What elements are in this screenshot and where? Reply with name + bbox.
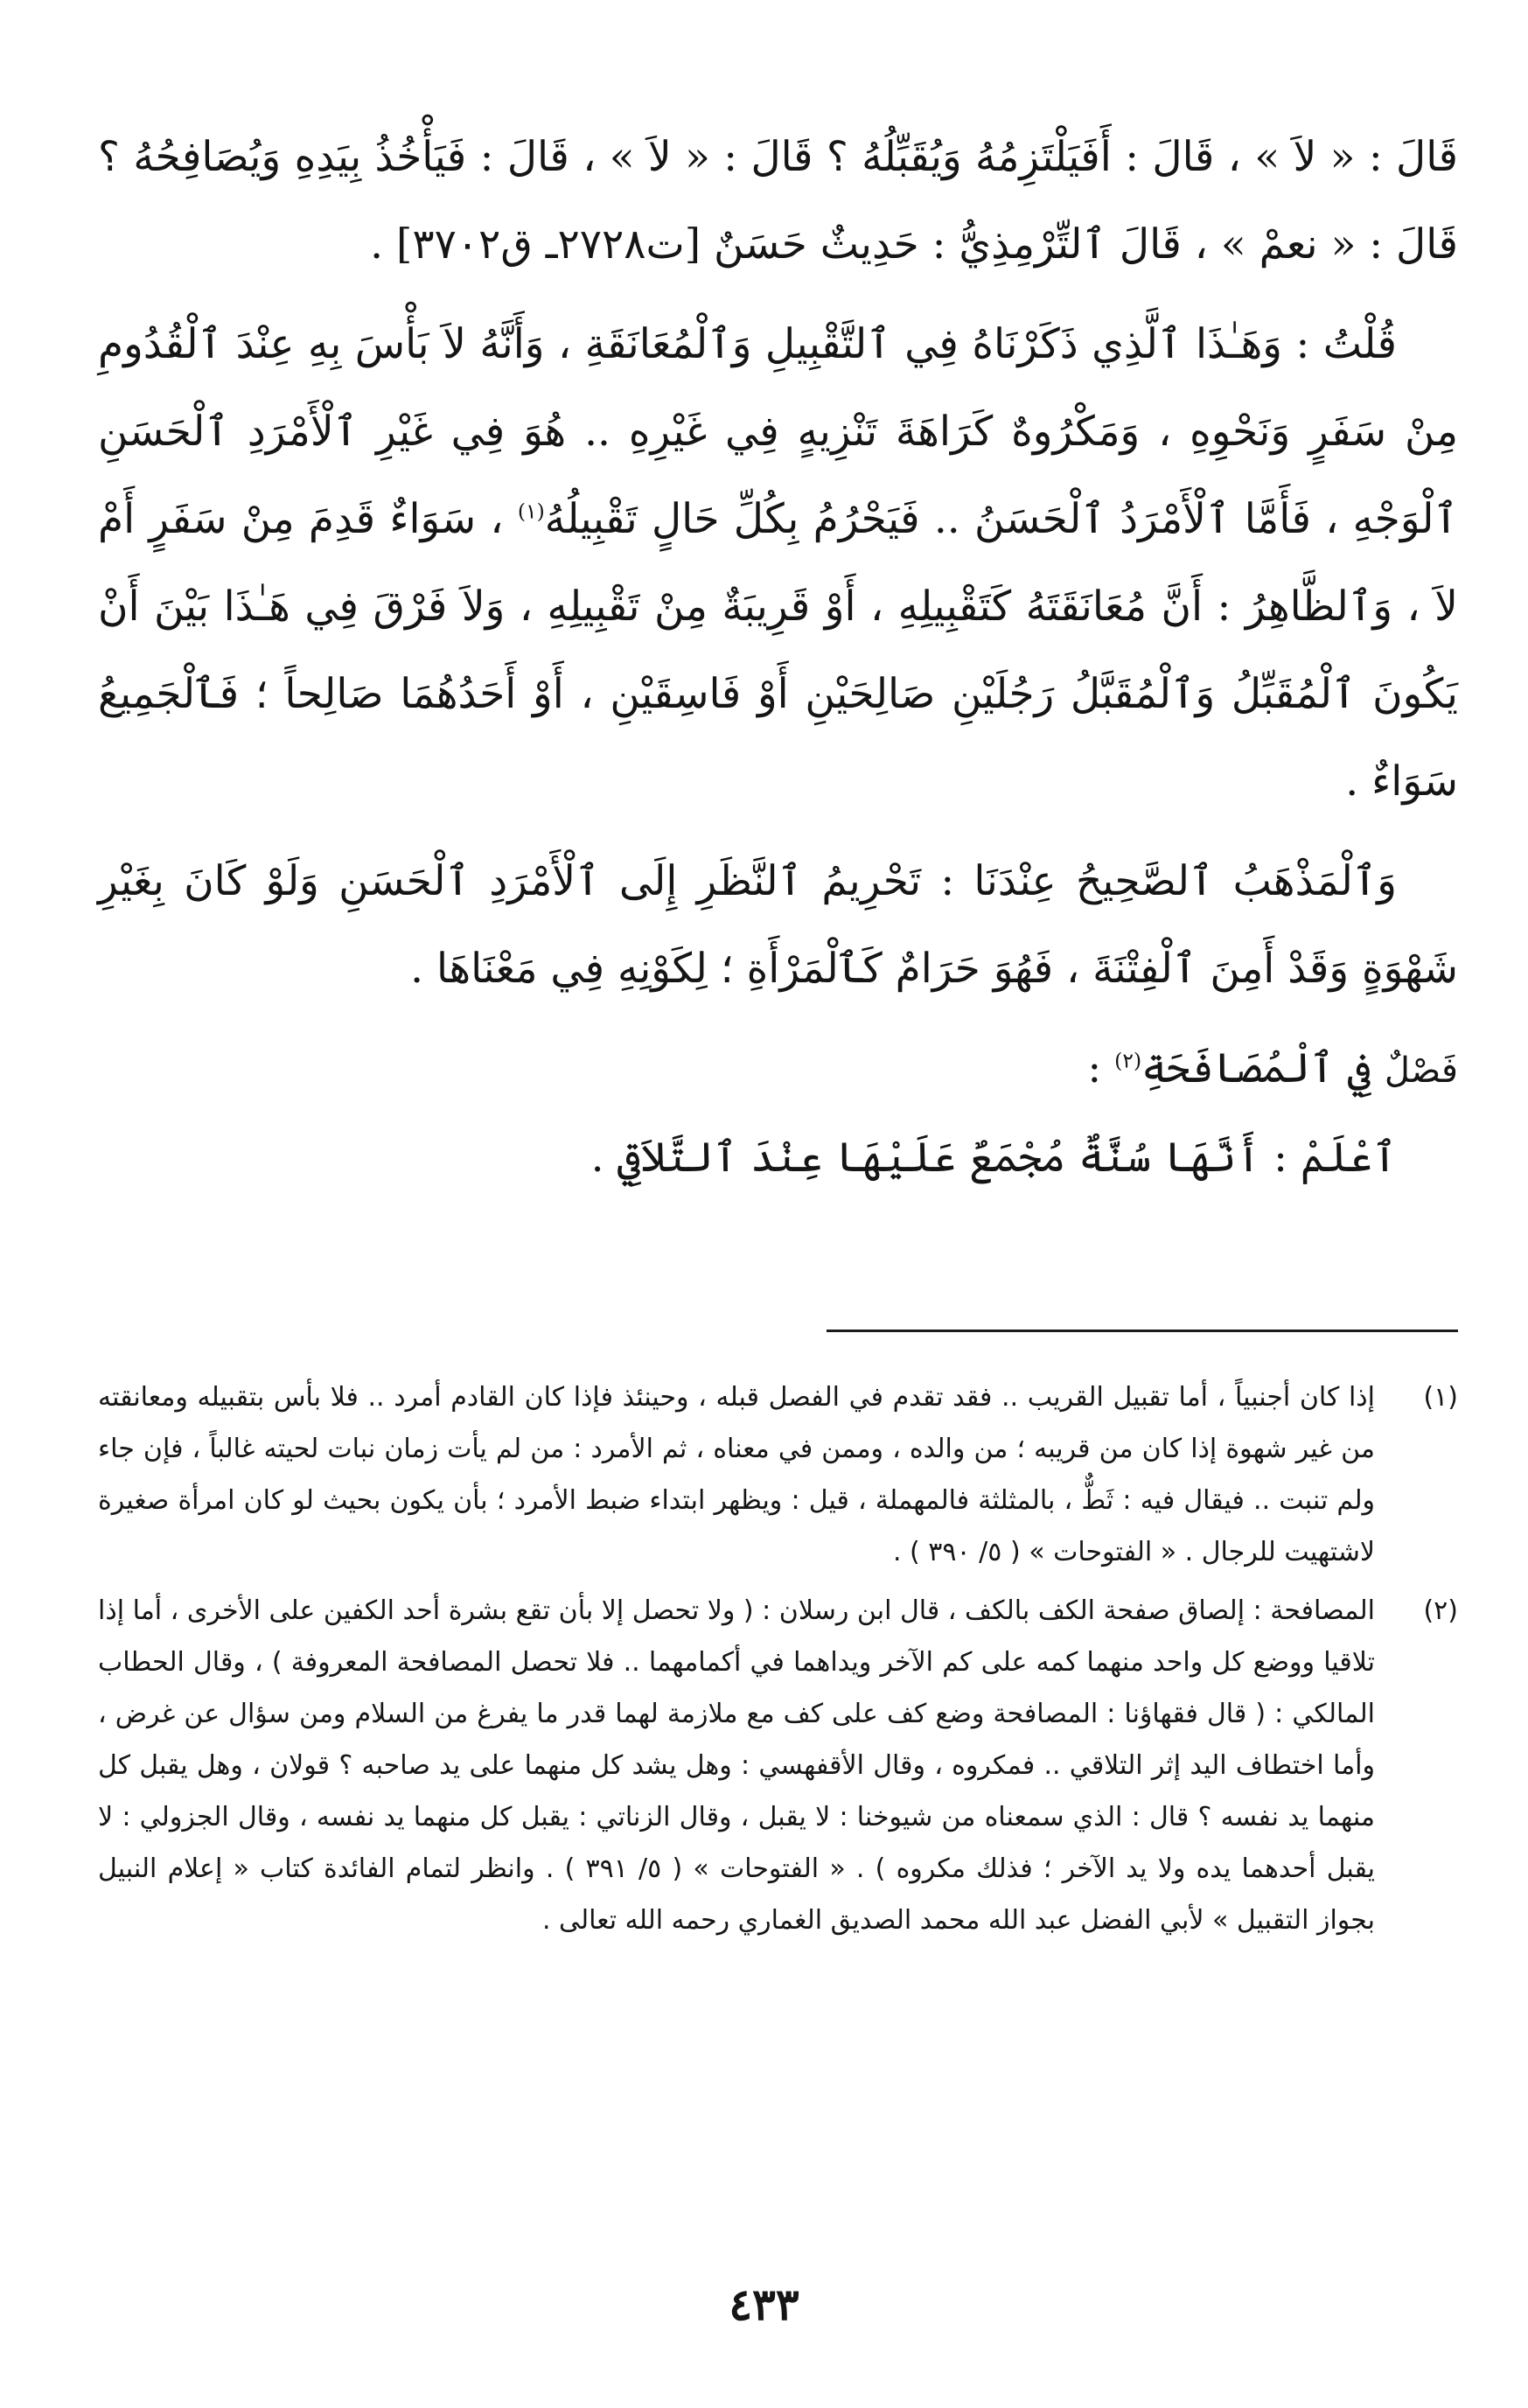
footnote-1 [98,1372,1458,1578]
paragraph-qultu-continuation: ، سَوَاءٌ قَدِمَ مِنْ سَفَرٍ أَمْ لاَ ، وَٱلظَّاهِرُ : أَنَّ مُعَانَقَتَهُ كَتَقْبِيلِهِ ، أَوْ قَرِيبَةٌ مِنْ تَقْبِيلِهِ ، وَلاَ فَرْقَ فِي هَـٰذَا بَيْنَ أَنْ يَكُونَ ٱلْمُقَبِّلُ وَٱلْمُقَبَّلُ رَجُلَيْنِ صَالِحَيْنِ أَوْ فَاسِقَيْنِ ، أَوْ أَحَدُهُمَا صَالِحاً ؛ فَٱلْجَمِيعُ سَوَاءٌ . [98,495,1458,806]
closing-line: ٱعْلَمْ : أَنَّهَا سُنَّةٌ مُجْمَعٌ عَلَيْهَا عِنْدَ ٱلتَّلاَقِي . [590,1134,1397,1182]
footnote-text: المصافحة : إلصاق صفحة الكف بالكف ، قال ابن رسلان : ( ولا تحصل إلا بأن تقع بشرة أحد الكفين على الأخرى ، أما إذا تلاقيا ووضع كل واحد منهما كمه على كم الآخر ويداهما في أكمامهما .. فلا تحصل المصافحة المعروفة ) ، وقال الحطاب المالكي : ( قال فقهاؤنا : المصافحة وضع كف على كف مع ملازمة لهما قدر ما يفرغ من السلام ومن سؤال عن غرض ، وأما اختطاف اليد إثر التلاقي .. فمكروه ، وقال الأقفهسي : وهل يشد كل منهما على يد صاحبه ؟ قولان ، وهل يقبل كل منهما يد نفسه ؟ قال : الذي سمعناه من شيوخنا : لا يقبل ، وقال الزناتي : يقبل كل منهما يد نفسه ، وقال الجزولي : لا يقبل أحدهما يده ولا يد الآخر ؛ فذلك مكروه ) . « الفتوحات » ( ٥/ ٣٩١ ) . وانظر لتمام الفائدة كتاب « إعلام النبيل بجواز التقبيل » لأبي الفضل عبد الله محمد الصديق الغماري رحمه الله تعالى . [98,1595,1375,1936]
section-heading-title: فِي ٱلْمُصَافَحَةِ [1141,1044,1371,1092]
footnote-text: إذا كان أجنبياً ، أما تقبيل القريب .. فقد تقدم في الفصل قبله ، وحينئذ فإذا كان القادم أمرد .. فلا بأس بتقبيله ومعانقته من غير شهوة إذا كان من قريبه ؛ من والده ، وممن في معناه ، ثم الأمرد : من لم يأت زمان نبات لحيته غالباً ، فإن جاء ولم تنبت .. فيقال فيه : ثَطٌّ ، بالمثلثة فالمهملة ، قيل : ويظهر ابتداء ضبط الأمرد ؛ بأن يكون بحيث لو كان امرأة صغيرة لاشتهيت للرجال . « الفتوحات » ( ٥/ ٣٩٠ ) . [98,1382,1375,1567]
paragraph-madhhab: وَٱلْمَذْهَبُ ٱلصَّحِيحُ عِنْدَنَا : تَحْرِيمُ ٱلنَّظَرِ إِلَى ٱلْأَمْرَدِ ٱلْحَسَنِ وَلَوْ كَانَ بِغَيْرِ شَهْوَةٍ وَقَدْ أَمِنَ ٱلْفِتْنَةَ ، فَهُوَ حَرَامٌ كَٱلْمَرْأَةِ ؛ لِكَوْنِهِ فِي مَعْنَاهَا . [98,857,1458,993]
footnote-number: (١) [1423,1382,1458,1413]
paragraph-qultu [98,301,1458,826]
footnote-marker-1[interactable]: (١) [517,499,545,524]
page-number: ٤٣٣ [729,2279,799,2330]
paragraph-qultu-text: قُلْتُ : وَهَـٰذَا ٱلَّذِي ذَكَرْنَاهُ فِي ٱلتَّقْبِيلِ وَٱلْمُعَانَقَةِ ، وَأَنَّهُ لاَ بَأْسَ بِهِ عِنْدَ ٱلْقُدُومِ مِنْ سَفَرٍ وَنَحْوِهِ ، وَمَكْرُوهٌ كَرَاهَةَ تَنْزِيهٍ فِي غَيْرِهِ .. هُوَ فِي غَيْرِ ٱلْأَمْرَدِ ٱلْحَسَنِ ٱلْوَجْهِ ، فَأَمَّا ٱلْأَمْرَدُ ٱلْحَسَنُ .. فَيَحْرُمُ بِكُلِّ حَالٍ تَقْبِيلُهُ [98,320,1458,543]
footnotes [98,1372,1458,1953]
main-text [98,114,1458,1214]
footnote-2 [98,1585,1458,1946]
footnote-divider [827,1330,1458,1332]
section-heading [98,1025,1458,1114]
paragraph-hadith-ending: قَالَ : « لاَ » ، قَالَ : أَفَيَلْتَزِمُهُ وَيُقَبِّلُهُ ؟ قَالَ : « لاَ » ، قَالَ : فَيَأْخُذُ بِيَدِهِ وَيُصَافِحُهُ ؟ قَالَ : « نعمْ » ، قَالَ ٱلتِّرْمِذِيُّ : حَدِيثٌ حَسَنٌ [ت٢٧٢٨ـ ق٣٧٠٢] . [98,133,1458,269]
section-heading-colon: : [1087,1044,1115,1092]
footnote-number: (٢) [1423,1595,1458,1626]
footnote-marker-2[interactable]: (٢) [1114,1048,1142,1073]
section-heading-word: فَصْلٌ [1384,1050,1458,1091]
